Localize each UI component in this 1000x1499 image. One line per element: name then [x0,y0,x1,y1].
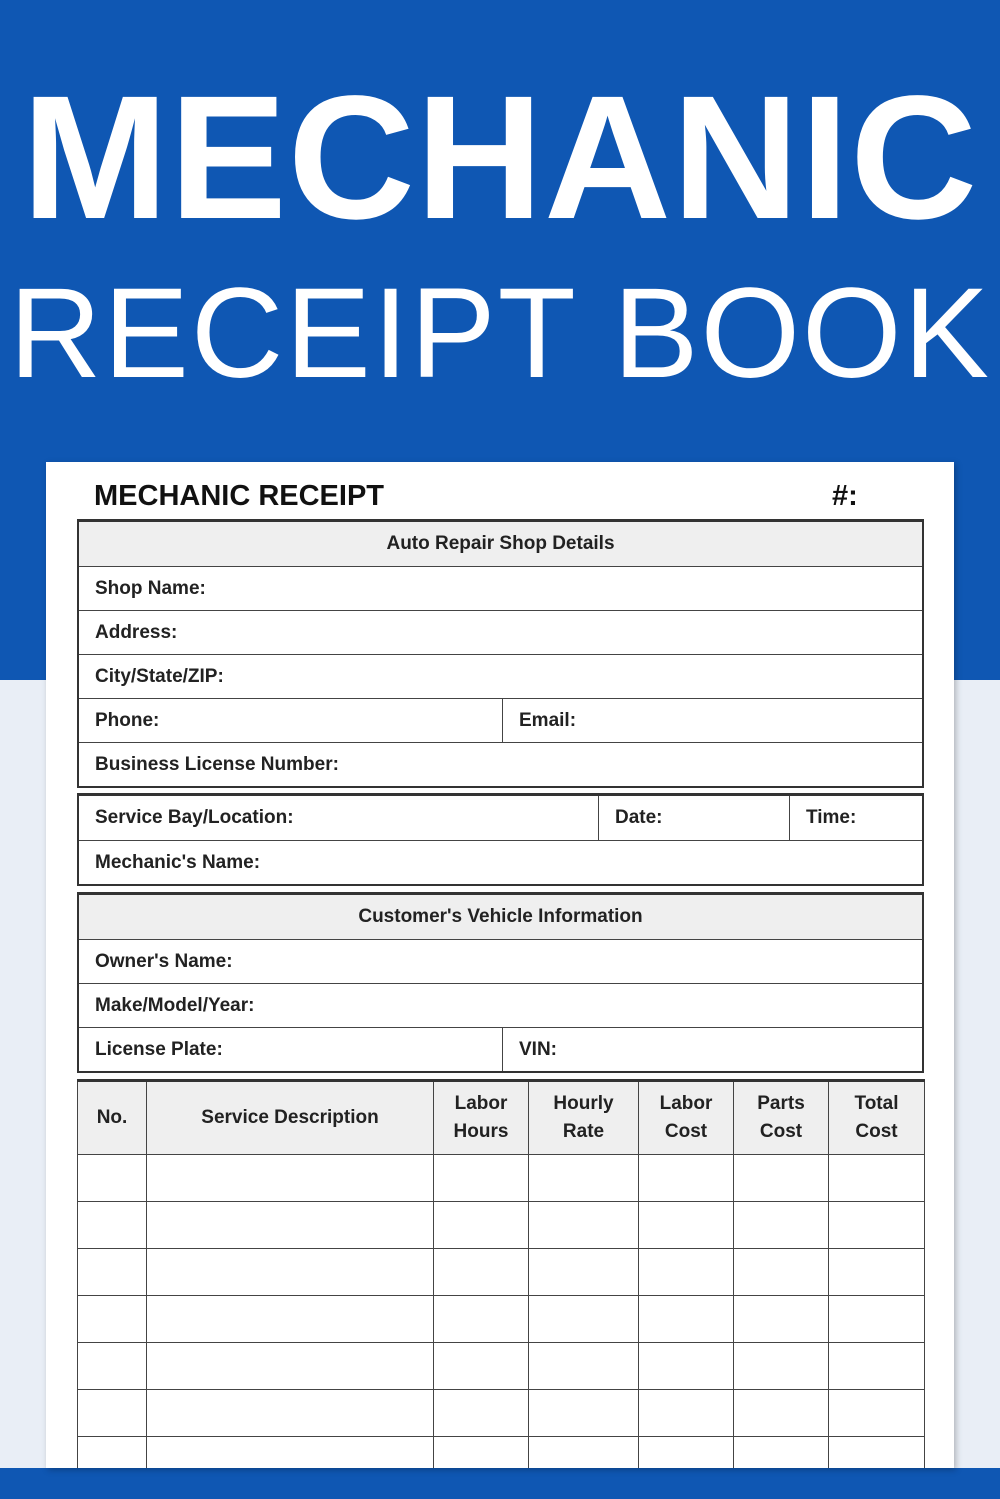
col-header-total-cost: Total Cost [829,1081,925,1155]
make-model-year-row [79,983,922,1027]
license-plate-field[interactable]: License Plate: [95,1038,223,1060]
col-header-labor-hours: Labor Hours [434,1081,529,1155]
col-header-labor-cost: Labor Cost [639,1081,734,1155]
mechanic-name-row [79,840,922,884]
mechanic-name-field[interactable]: Mechanic's Name: [95,851,261,873]
services-table [77,1079,925,1468]
receipt-number-label: #: [832,480,858,512]
services-table-header [78,1081,925,1155]
table-row [78,1155,925,1202]
service-info-section [77,793,924,886]
vehicle-info-header-label: Customer's Vehicle Information [358,906,643,927]
city-state-zip-row [79,654,922,698]
table-row [78,1343,925,1390]
col-header-no: No. [78,1081,147,1155]
shop-details-header [79,522,922,566]
vin-field[interactable]: VIN: [502,1028,922,1071]
date-field[interactable]: Date: [598,796,789,840]
time-field[interactable]: Time: [789,796,922,840]
vehicle-info-header [79,895,922,939]
phone-field[interactable]: Phone: [95,709,160,731]
col-header-hourly-rate: Hourly Rate [529,1081,639,1155]
table-row [78,1296,925,1343]
city-state-zip-field[interactable]: City/State/ZIP: [95,665,224,687]
address-field[interactable]: Address: [95,621,178,643]
vehicle-info-section [77,892,924,1073]
table-row [78,1249,925,1296]
phone-email-row [79,698,922,742]
address-row [79,610,922,654]
business-license-row [79,742,922,786]
receipt-page [46,462,954,1468]
service-bay-row [79,796,922,840]
owner-name-row [79,939,922,983]
business-license-field[interactable]: Business License Number: [95,753,339,775]
cover-title-line2: RECEIPT BOOK [9,262,991,405]
table-row [78,1437,925,1469]
table-row [78,1202,925,1249]
col-header-parts-cost: Parts Cost [734,1081,829,1155]
service-bay-field[interactable]: Service Bay/Location: [95,807,294,828]
table-row [78,1390,925,1437]
cover-title-line1: MECHANIC [21,60,979,256]
make-model-year-field[interactable]: Make/Model/Year: [95,994,255,1016]
shop-details-section [77,519,924,788]
shop-name-row [79,566,922,610]
col-header-service-description: Service Description [147,1081,434,1155]
owner-name-field[interactable]: Owner's Name: [95,950,233,972]
cover-bottom-band [0,1468,1000,1499]
plate-vin-row [79,1027,922,1071]
shop-name-field[interactable]: Shop Name: [95,577,206,599]
shop-details-header-label: Auto Repair Shop Details [386,533,615,554]
receipt-title: MECHANIC RECEIPT [94,480,385,512]
email-field[interactable]: Email: [502,699,922,742]
